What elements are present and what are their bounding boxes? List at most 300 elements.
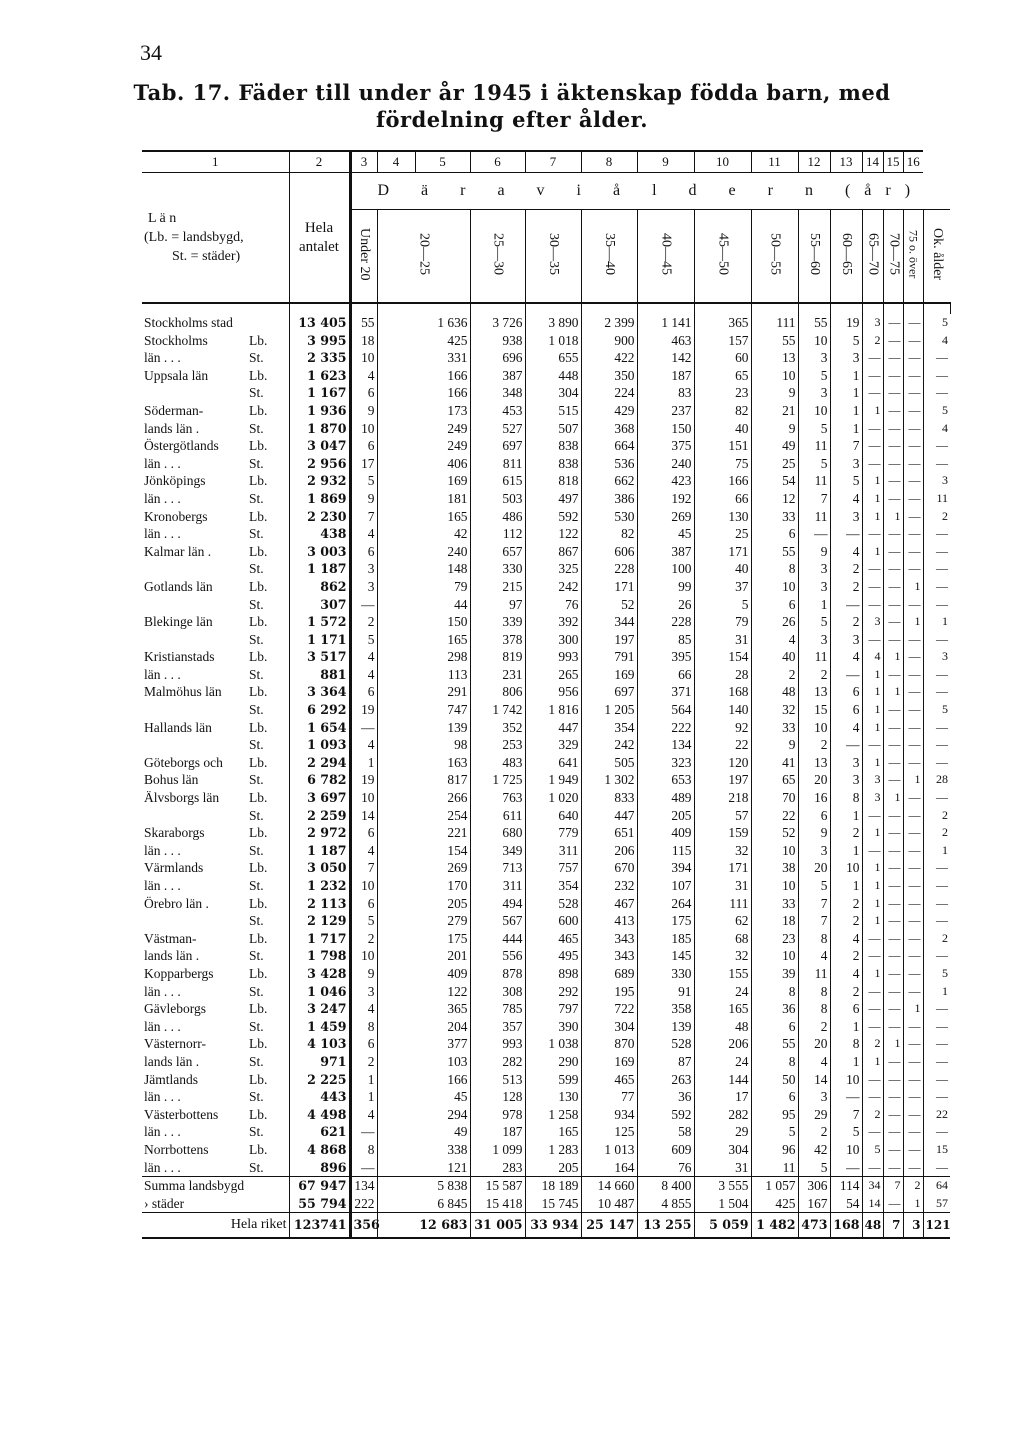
age-count: 350 bbox=[581, 367, 637, 385]
age-count: — bbox=[903, 437, 923, 455]
age-count: 797 bbox=[525, 1000, 581, 1018]
age-count: 2 bbox=[798, 1018, 830, 1036]
col-number: 12 bbox=[798, 151, 830, 173]
age-count: 3 bbox=[798, 384, 830, 402]
age-count: 425 bbox=[377, 332, 470, 350]
lan-header bbox=[142, 173, 289, 304]
table-row bbox=[142, 859, 950, 877]
age-count: 254 bbox=[377, 807, 470, 825]
age-count: 356 bbox=[350, 1213, 377, 1239]
age-count: 166 bbox=[377, 367, 470, 385]
age-count: 240 bbox=[637, 455, 694, 473]
total-count: 55 794 bbox=[289, 1195, 350, 1213]
age-count: — bbox=[883, 560, 903, 578]
age-count: 283 bbox=[470, 1159, 525, 1177]
summary-label: › städer bbox=[144, 1195, 185, 1211]
age-count: 1 bbox=[350, 754, 377, 772]
age-count: — bbox=[883, 525, 903, 543]
total-count: 2 230 bbox=[289, 508, 350, 526]
lan-name: Göteborgs och bbox=[144, 754, 223, 770]
age-count: 387 bbox=[470, 367, 525, 385]
age-count: 228 bbox=[581, 560, 637, 578]
age-count: 4 bbox=[798, 947, 830, 965]
age-count: — bbox=[923, 1123, 950, 1141]
table-row bbox=[142, 1141, 950, 1159]
age-count: 8 bbox=[751, 1053, 798, 1071]
age-count: 23 bbox=[751, 930, 798, 948]
age-count: 1 636 bbox=[377, 314, 470, 332]
age-count: 8 bbox=[798, 983, 830, 1001]
age-count: — bbox=[862, 1071, 883, 1089]
table-row bbox=[142, 1088, 950, 1106]
area-type: St. bbox=[249, 420, 264, 436]
age-count: 1 bbox=[883, 648, 903, 666]
age-count: — bbox=[830, 596, 862, 614]
age-count: 48 bbox=[862, 1213, 883, 1239]
age-count: 151 bbox=[694, 437, 751, 455]
table-row bbox=[142, 596, 950, 614]
age-count: 31 bbox=[694, 631, 751, 649]
lan-name: län . . . bbox=[144, 878, 181, 893]
age-count: 662 bbox=[581, 472, 637, 490]
age-count: 49 bbox=[751, 437, 798, 455]
age-count: — bbox=[883, 472, 903, 490]
age-count: 65 bbox=[751, 771, 798, 789]
age-count: 495 bbox=[525, 947, 581, 965]
age-count: 2 bbox=[830, 912, 862, 930]
table-row bbox=[142, 807, 950, 825]
age-count: — bbox=[903, 1035, 923, 1053]
age-count: 10 bbox=[350, 789, 377, 807]
age-count: 7 bbox=[883, 1213, 903, 1239]
age-count: 465 bbox=[581, 1071, 637, 1089]
lan-label: L ä n bbox=[148, 211, 177, 226]
age-count: 489 bbox=[637, 789, 694, 807]
age-count: 9 bbox=[350, 490, 377, 508]
age-count: 528 bbox=[637, 1035, 694, 1053]
area-type: St. bbox=[249, 385, 264, 401]
col-number: 9 bbox=[637, 151, 694, 173]
age-count: 1 bbox=[830, 842, 862, 860]
age-count: 3 890 bbox=[525, 314, 581, 332]
age-count: 134 bbox=[350, 1177, 377, 1195]
age-count: 713 bbox=[470, 859, 525, 877]
age-count: 62 bbox=[694, 912, 751, 930]
age-count: 1 bbox=[830, 877, 862, 895]
lan-name: Bohus län bbox=[144, 772, 199, 788]
age-count: 1 bbox=[923, 983, 950, 1001]
col-number: 15 bbox=[883, 151, 903, 173]
age-count: — bbox=[862, 596, 883, 614]
age-count: 392 bbox=[525, 613, 581, 631]
age-header: Under 20 bbox=[350, 210, 377, 304]
age-count: — bbox=[883, 332, 903, 350]
age-count: 3 bbox=[862, 771, 883, 789]
col-number: 7 bbox=[525, 151, 581, 173]
age-count: 266 bbox=[377, 789, 470, 807]
age-count: 32 bbox=[694, 842, 751, 860]
age-count: 26 bbox=[751, 613, 798, 631]
age-count: 429 bbox=[581, 402, 637, 420]
age-count: 4 bbox=[862, 648, 883, 666]
age-count: 167 bbox=[798, 1195, 830, 1213]
age-count: 7 bbox=[798, 895, 830, 913]
table-row bbox=[142, 402, 950, 420]
age-count: — bbox=[883, 314, 903, 332]
age-count: 5 bbox=[923, 314, 950, 332]
age-count: 96 bbox=[751, 1141, 798, 1159]
age-count: 5 bbox=[798, 367, 830, 385]
age-count: 33 bbox=[751, 719, 798, 737]
age-count: 1 bbox=[862, 490, 883, 508]
age-count: — bbox=[923, 1071, 950, 1089]
age-count: 181 bbox=[377, 490, 470, 508]
age-count: 98 bbox=[377, 736, 470, 754]
age-count: 70 bbox=[751, 789, 798, 807]
age-header: 50—55 bbox=[751, 210, 798, 304]
lan-name: län . . . bbox=[144, 842, 181, 858]
age-count: 592 bbox=[525, 508, 581, 526]
age-count: 1 302 bbox=[581, 771, 637, 789]
age-count: 1 141 bbox=[637, 314, 694, 332]
age-header: 55—60 bbox=[798, 210, 830, 304]
age-count: 3 bbox=[862, 789, 883, 807]
age-count: 6 bbox=[350, 683, 377, 701]
age-count: 9 bbox=[350, 402, 377, 420]
area-type: Lb. bbox=[249, 578, 268, 594]
age-count: 3 bbox=[862, 314, 883, 332]
age-count: 1 bbox=[862, 965, 883, 983]
age-count: 14 bbox=[862, 1195, 883, 1213]
age-count: 3 bbox=[798, 578, 830, 596]
spacer-cell bbox=[637, 303, 694, 314]
age-count: 6 bbox=[350, 437, 377, 455]
age-count: 166 bbox=[377, 384, 470, 402]
age-count: 5 838 bbox=[377, 1177, 470, 1195]
age-count: 113 bbox=[377, 666, 470, 684]
age-count: 14 bbox=[798, 1071, 830, 1089]
total-count: 2 113 bbox=[289, 895, 350, 913]
age-count: 206 bbox=[694, 1035, 751, 1053]
col-number: 6 bbox=[470, 151, 525, 173]
col-number: 8 bbox=[581, 151, 637, 173]
age-count: 76 bbox=[637, 1159, 694, 1177]
age-count: 6 845 bbox=[377, 1195, 470, 1213]
table-row bbox=[142, 1000, 950, 1018]
age-count: — bbox=[883, 367, 903, 385]
age-count: 8 bbox=[751, 560, 798, 578]
spacer-cell bbox=[830, 303, 862, 314]
grand-total-row bbox=[142, 1213, 950, 1239]
age-count: 24 bbox=[694, 1053, 751, 1071]
age-count: 4 bbox=[830, 648, 862, 666]
age-count: 45 bbox=[377, 1088, 470, 1106]
age-count: 66 bbox=[637, 666, 694, 684]
age-count: 15 587 bbox=[470, 1177, 525, 1195]
age-count: 4 bbox=[350, 666, 377, 684]
age-count: 304 bbox=[694, 1141, 751, 1159]
age-count: — bbox=[883, 965, 903, 983]
age-count: — bbox=[883, 1053, 903, 1071]
total-count: 2 932 bbox=[289, 472, 350, 490]
age-count: 264 bbox=[637, 895, 694, 913]
age-count: 5 bbox=[798, 613, 830, 631]
age-count: 15 bbox=[923, 1141, 950, 1159]
area-type: St. bbox=[249, 666, 264, 682]
age-count: 55 bbox=[798, 314, 830, 332]
total-count: 1 623 bbox=[289, 367, 350, 385]
age-count: — bbox=[903, 332, 923, 350]
lan-name: Stockholms bbox=[144, 332, 208, 348]
age-count: — bbox=[923, 455, 950, 473]
age-count: 166 bbox=[377, 1071, 470, 1089]
area-type: St. bbox=[249, 1018, 264, 1034]
age-count: 5 bbox=[923, 402, 950, 420]
age-count: 1 bbox=[862, 508, 883, 526]
spacer-cell bbox=[903, 303, 923, 314]
age-count: 4 855 bbox=[637, 1195, 694, 1213]
age-count: 75 bbox=[694, 455, 751, 473]
area-type: St. bbox=[249, 1124, 264, 1140]
lan-name: län . . . bbox=[144, 1124, 181, 1140]
summary-label: Summa landsbygd bbox=[142, 1177, 289, 1195]
age-count: — bbox=[923, 736, 950, 754]
area-type: Lb. bbox=[249, 965, 268, 981]
age-count: 655 bbox=[525, 349, 581, 367]
age-count: 6 bbox=[350, 384, 377, 402]
age-count: — bbox=[923, 578, 950, 596]
lan-name: Norrbottens bbox=[144, 1141, 209, 1157]
age-count: — bbox=[350, 719, 377, 737]
age-count: — bbox=[862, 736, 883, 754]
age-count: 77 bbox=[581, 1088, 637, 1106]
age-count: 130 bbox=[694, 508, 751, 526]
age-count: 279 bbox=[377, 912, 470, 930]
age-count: 34 bbox=[862, 1177, 883, 1195]
age-count: 3 bbox=[798, 560, 830, 578]
area-type: Lb. bbox=[249, 438, 268, 454]
age-count: 406 bbox=[377, 455, 470, 473]
age-count: — bbox=[883, 455, 903, 473]
age-count: 282 bbox=[470, 1053, 525, 1071]
area-type: St. bbox=[249, 737, 264, 753]
age-count: — bbox=[862, 947, 883, 965]
total-count: 1 167 bbox=[289, 384, 350, 402]
age-count: 8 bbox=[830, 1035, 862, 1053]
area-type: St. bbox=[249, 526, 264, 542]
table-row bbox=[142, 1123, 950, 1141]
age-count: 10 bbox=[798, 719, 830, 737]
age-count: 121 bbox=[923, 1213, 950, 1239]
lan-name: lands län . bbox=[144, 420, 200, 436]
spacer-cell bbox=[289, 303, 350, 314]
age-count: 349 bbox=[470, 842, 525, 860]
age-count: — bbox=[883, 859, 903, 877]
age-count: 934 bbox=[581, 1106, 637, 1124]
age-count: 4 bbox=[350, 367, 377, 385]
table-row bbox=[142, 912, 950, 930]
age-count: 7 bbox=[798, 490, 830, 508]
age-count: — bbox=[883, 596, 903, 614]
area-type: Lb. bbox=[249, 930, 268, 946]
age-count: 371 bbox=[637, 683, 694, 701]
age-count: 3 bbox=[798, 349, 830, 367]
age-count: 338 bbox=[377, 1141, 470, 1159]
age-count: — bbox=[883, 1123, 903, 1141]
age-count: 785 bbox=[470, 1000, 525, 1018]
age-count: 1 bbox=[830, 1018, 862, 1036]
age-count: 3 bbox=[350, 983, 377, 1001]
age-count: 7 bbox=[350, 508, 377, 526]
total-count: 1 459 bbox=[289, 1018, 350, 1036]
age-count: 1 bbox=[903, 771, 923, 789]
total-count: 3 047 bbox=[289, 437, 350, 455]
age-count: 791 bbox=[581, 648, 637, 666]
age-count: 4 bbox=[830, 965, 862, 983]
area-type: Lb. bbox=[249, 367, 268, 383]
table-row bbox=[142, 648, 950, 666]
total-count: 2 956 bbox=[289, 455, 350, 473]
age-count: — bbox=[903, 1071, 923, 1089]
age-count: 8 bbox=[350, 1018, 377, 1036]
age-count: 33 bbox=[751, 508, 798, 526]
age-count: 22 bbox=[923, 1106, 950, 1124]
age-count: 344 bbox=[581, 613, 637, 631]
age-count: 507 bbox=[525, 420, 581, 438]
age-count: 352 bbox=[470, 719, 525, 737]
age-count: — bbox=[923, 543, 950, 561]
age-count: 148 bbox=[377, 560, 470, 578]
age-count: — bbox=[903, 736, 923, 754]
age-count: 115 bbox=[637, 842, 694, 860]
age-count: 6 bbox=[350, 895, 377, 913]
age-count: 722 bbox=[581, 1000, 637, 1018]
summary-label: Hela riket bbox=[142, 1213, 289, 1239]
total-count: 123741 bbox=[289, 1213, 350, 1239]
age-count: — bbox=[862, 578, 883, 596]
table-row bbox=[142, 965, 950, 983]
age-count: 292 bbox=[525, 983, 581, 1001]
age-count: 1 bbox=[862, 754, 883, 772]
age-count: 17 bbox=[694, 1088, 751, 1106]
spacer-cell bbox=[694, 303, 751, 314]
age-count: 57 bbox=[923, 1195, 950, 1213]
total-count: 1 046 bbox=[289, 983, 350, 1001]
age-count: 5 bbox=[798, 877, 830, 895]
age-count: 5 bbox=[350, 912, 377, 930]
age-count: 18 189 bbox=[525, 1177, 581, 1195]
age-count: — bbox=[923, 719, 950, 737]
age-count: 79 bbox=[694, 613, 751, 631]
area-type: Lb. bbox=[249, 825, 268, 841]
age-count: 121 bbox=[377, 1159, 470, 1177]
lan-name bbox=[142, 912, 247, 930]
age-count: 311 bbox=[470, 877, 525, 895]
age-count: 10 bbox=[830, 1071, 862, 1089]
age-count: 42 bbox=[798, 1141, 830, 1159]
age-count: 6 bbox=[350, 824, 377, 842]
age-count: 232 bbox=[581, 877, 637, 895]
age-count: — bbox=[923, 1053, 950, 1071]
age-count: 269 bbox=[637, 508, 694, 526]
age-count: 747 bbox=[377, 701, 470, 719]
age-count: 2 bbox=[830, 947, 862, 965]
col-number: 4 bbox=[377, 151, 415, 173]
age-count: 657 bbox=[470, 543, 525, 561]
age-count: 298 bbox=[377, 648, 470, 666]
age-count: 1 258 bbox=[525, 1106, 581, 1124]
age-count: — bbox=[903, 666, 923, 684]
age-count: 52 bbox=[751, 824, 798, 842]
age-count: 265 bbox=[525, 666, 581, 684]
st-definition: St. = städer) bbox=[172, 249, 241, 264]
age-count: 1 bbox=[830, 1053, 862, 1071]
age-count: — bbox=[903, 842, 923, 860]
area-type: St. bbox=[249, 490, 264, 506]
age-count: 55 bbox=[751, 1035, 798, 1053]
age-count: 26 bbox=[637, 596, 694, 614]
age-count: 163 bbox=[377, 754, 470, 772]
age-count: 515 bbox=[525, 402, 581, 420]
spacer-cell bbox=[350, 303, 377, 314]
lan-name: Östergötlands bbox=[144, 438, 219, 454]
age-count: 611 bbox=[470, 807, 525, 825]
lan-name: Värmlands bbox=[144, 860, 204, 876]
age-count: 103 bbox=[377, 1053, 470, 1071]
age-count: — bbox=[862, 384, 883, 402]
area-type: Lb. bbox=[249, 790, 268, 806]
age-count: 1 bbox=[862, 472, 883, 490]
antalet-label: antalet bbox=[299, 238, 339, 255]
age-count: 11 bbox=[798, 508, 830, 526]
age-count: — bbox=[883, 1106, 903, 1124]
total-count: 621 bbox=[289, 1123, 350, 1141]
table-row bbox=[142, 367, 950, 385]
total-count: 3 003 bbox=[289, 543, 350, 561]
table-row bbox=[142, 525, 950, 543]
age-count: 6 bbox=[751, 525, 798, 543]
area-type: St. bbox=[249, 350, 264, 366]
table-row bbox=[142, 1053, 950, 1071]
age-count: 10 bbox=[798, 332, 830, 350]
lan-name: Kalmar län . bbox=[144, 543, 212, 559]
age-count: 55 bbox=[350, 314, 377, 332]
age-count: 17 bbox=[350, 455, 377, 473]
age-count: 23 bbox=[694, 384, 751, 402]
age-count: — bbox=[903, 402, 923, 420]
age-count: — bbox=[862, 1088, 883, 1106]
age-count: 10 bbox=[798, 402, 830, 420]
age-count: 530 bbox=[581, 508, 637, 526]
age-count: 2 bbox=[350, 1053, 377, 1071]
age-count: 32 bbox=[694, 947, 751, 965]
age-count: 503 bbox=[470, 490, 525, 508]
age-count: 165 bbox=[694, 1000, 751, 1018]
age-count: — bbox=[903, 472, 923, 490]
age-count: 83 bbox=[637, 384, 694, 402]
age-count: — bbox=[883, 613, 903, 631]
area-type: St. bbox=[249, 702, 264, 718]
col-number: 13 bbox=[830, 151, 862, 173]
lan-name bbox=[142, 736, 247, 754]
age-count: 40 bbox=[751, 648, 798, 666]
age-count: 3 bbox=[830, 631, 862, 649]
age-count: 395 bbox=[637, 648, 694, 666]
age-count: 387 bbox=[637, 543, 694, 561]
summary-row bbox=[142, 1177, 950, 1195]
age-count: — bbox=[862, 1159, 883, 1177]
age-count: 1 bbox=[350, 1071, 377, 1089]
